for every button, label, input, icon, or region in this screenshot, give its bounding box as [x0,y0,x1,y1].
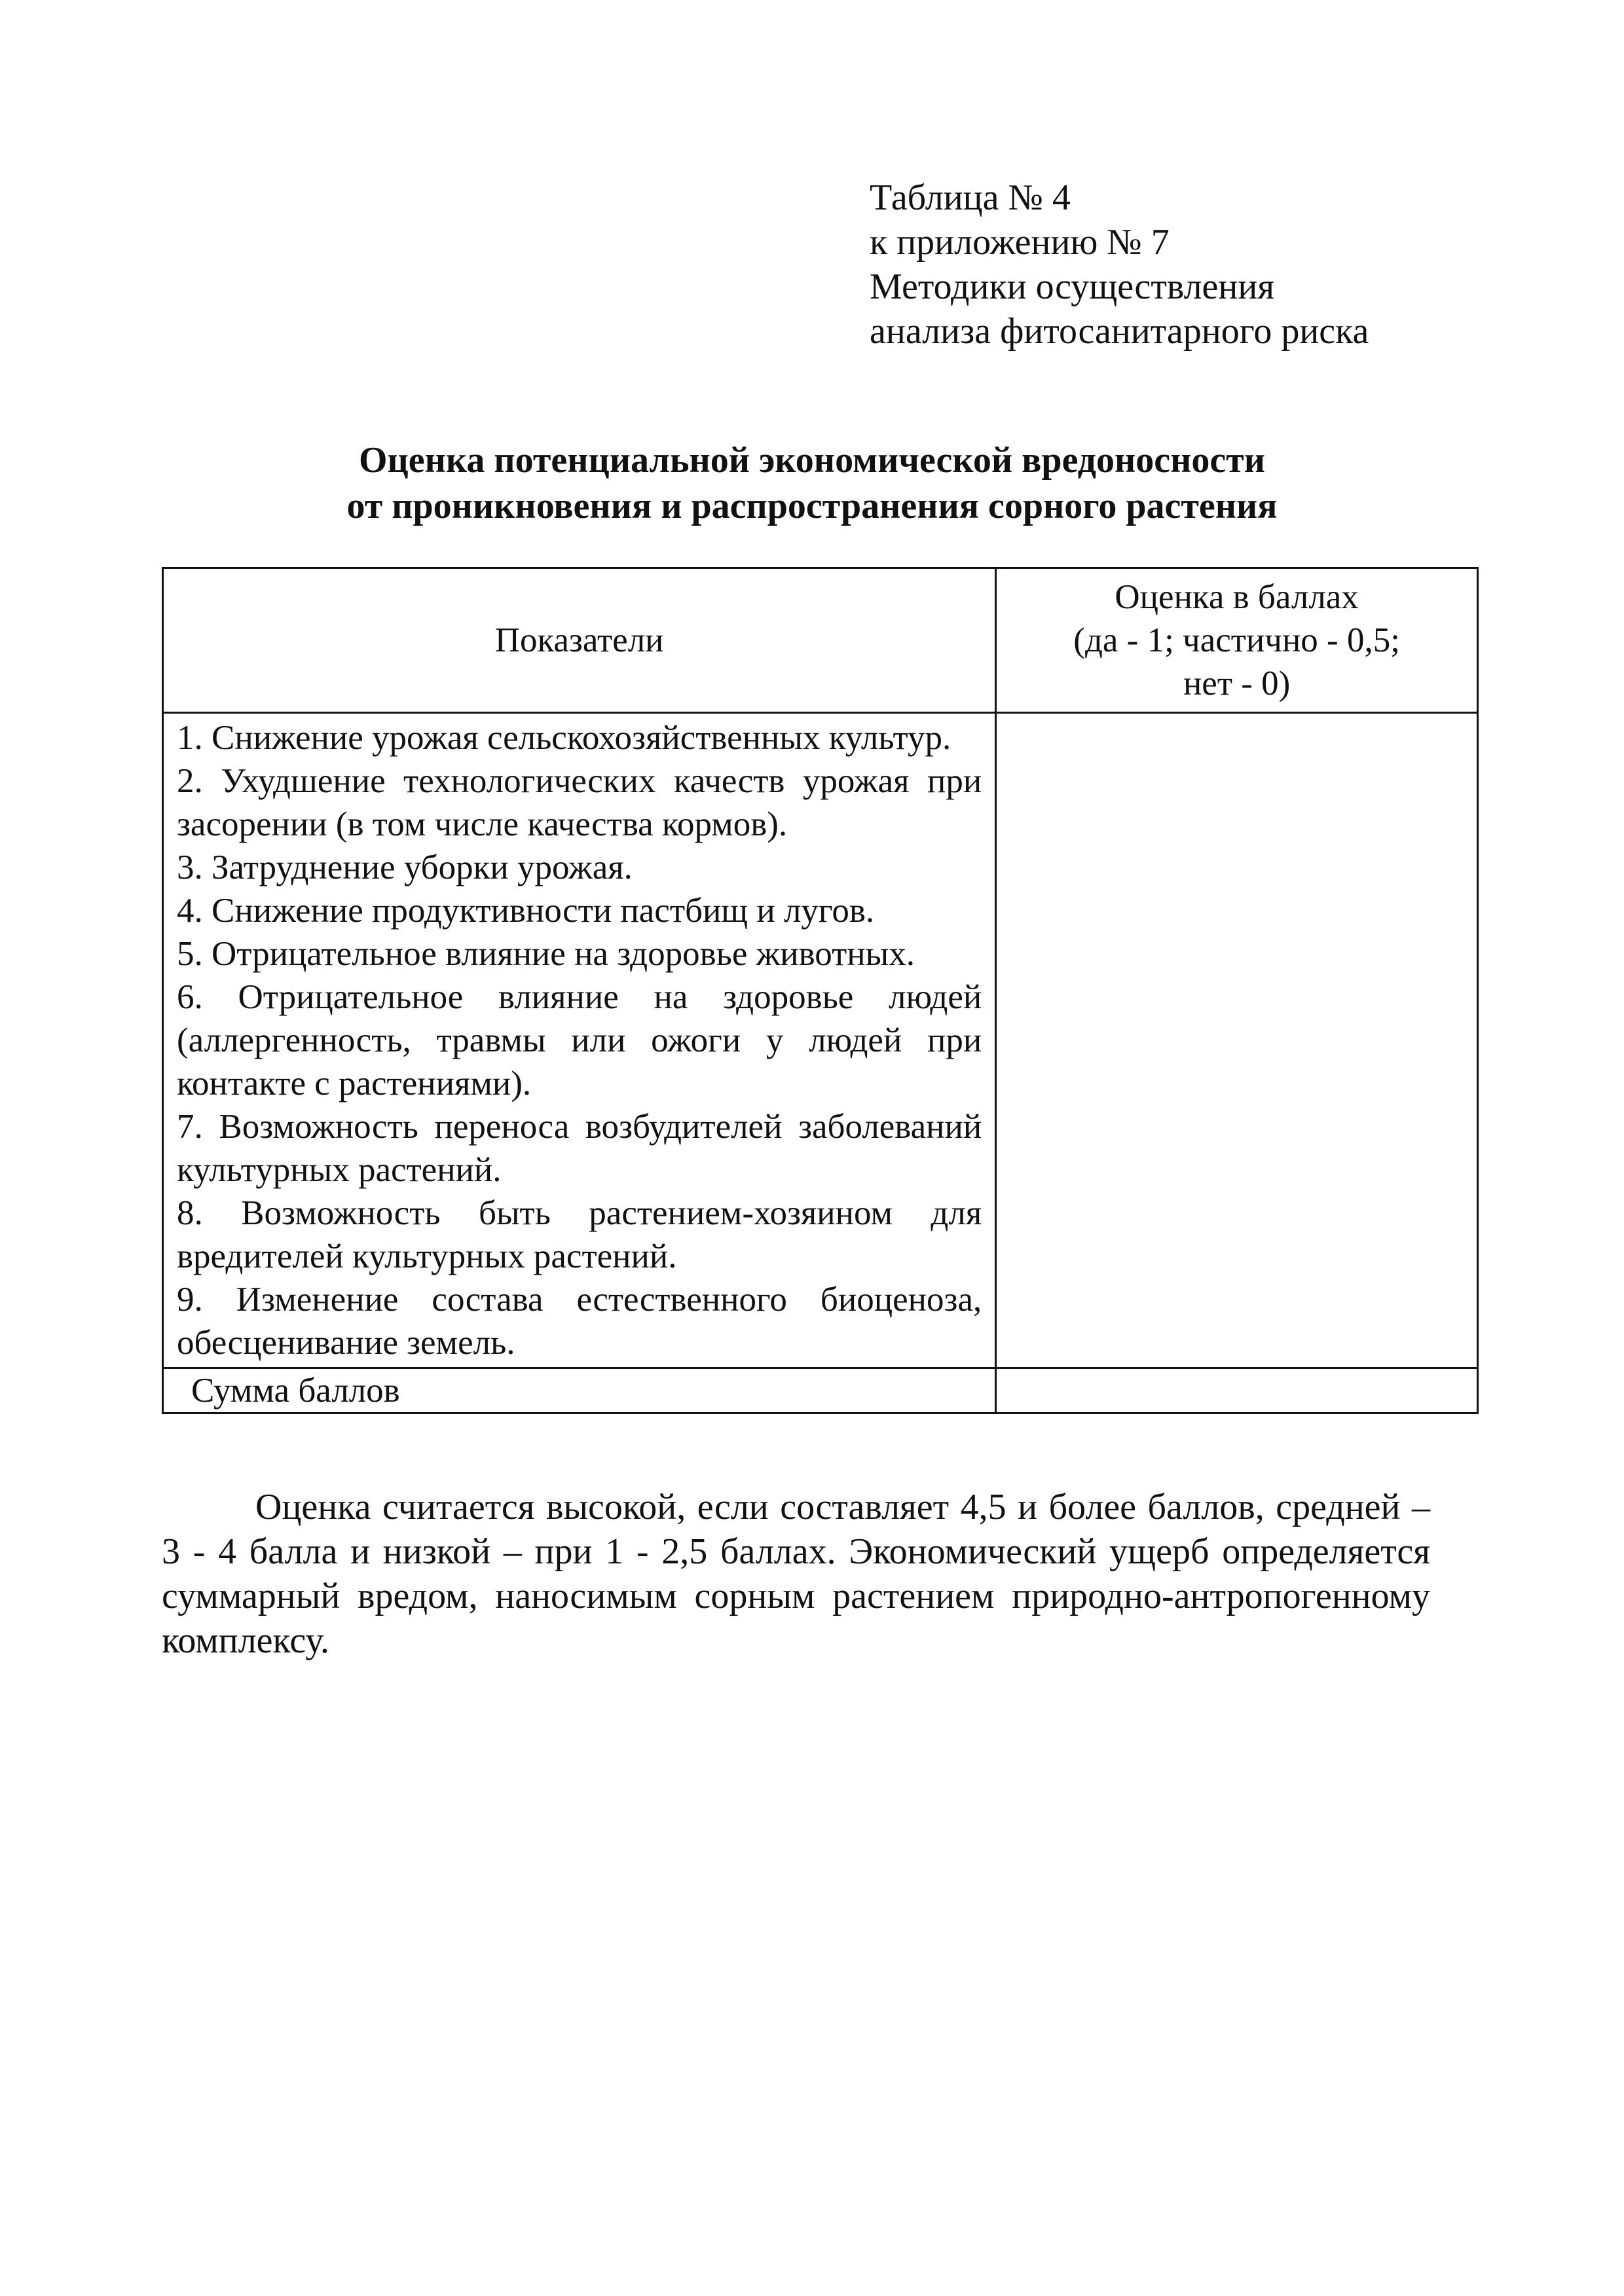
header-line-methodology: Методики осуществления [870,266,1275,307]
appendix-header [870,175,1369,354]
score-value-cell [996,713,1478,1368]
header-line-appendix: к приложению № 7 [870,222,1170,263]
indicator-item-2: 2. Ухудшение технологических качеств урожая при засорении (в том числе качества кормов). [177,762,982,843]
assessment-table [162,567,1479,1414]
table-header-row [163,568,1478,713]
sum-value-cell [996,1368,1478,1413]
document-title [0,437,1624,529]
table-sum-row [163,1368,1478,1413]
score-column-header [996,568,1478,713]
title-line-1: Оценка потенциальной экономической вредоносности [358,440,1266,481]
title-line-2: от проникновения и распространения сорного растения [346,486,1278,526]
indicator-item-8: 8. Возможность быть растением-хозяином для вредителей культурных растений. [177,1194,982,1275]
sum-label-cell: Сумма баллов [163,1368,996,1413]
header-line-analysis: анализа фитосанитарного риска [870,311,1369,352]
table-row [163,713,1478,1368]
assessment-note: Оценка считается высокой, если составляет 4,5 и более баллов, средней – 3 - 4 балла и низкой – при 1 - 2,5 баллах. Экономический ущерб определяется суммарный вредом, наносимым сорным растением природно-антропогенному комплексу. [162,1487,1430,1661]
header-line-table-number: Таблица № 4 [870,177,1071,218]
indicator-item-6: 6. Отрицательное влияние на здоровье людей (аллергенность, травмы или ожоги у людей при контакте с растениями). [177,978,982,1102]
score-header-line-3: нет - 0) [1183,665,1291,702]
indicator-item-7: 7. Возможность переноса возбудителей заболеваний культурных растений. [177,1108,982,1189]
indicator-item-9: 9. Изменение состава естественного биоценоза, обесценивание земель. [177,1281,982,1362]
indicators-list-cell [163,713,996,1368]
indicator-item-5: 5. Отрицательное влияние на здоровье животных. [177,935,915,973]
indicator-item-1: 1. Снижение урожая сельскохозяйственных культур. [177,719,951,757]
indicators-column-header: Показатели [163,568,996,713]
indicator-item-4: 4. Снижение продуктивности пастбищ и лугов. [177,892,875,930]
indicator-item-3: 3. Затруднение уборки урожая. [177,848,633,886]
score-header-line-2: (да - 1; частично - 0,5; [1073,621,1400,659]
score-header-line-1: Оценка в баллах [1115,578,1359,616]
